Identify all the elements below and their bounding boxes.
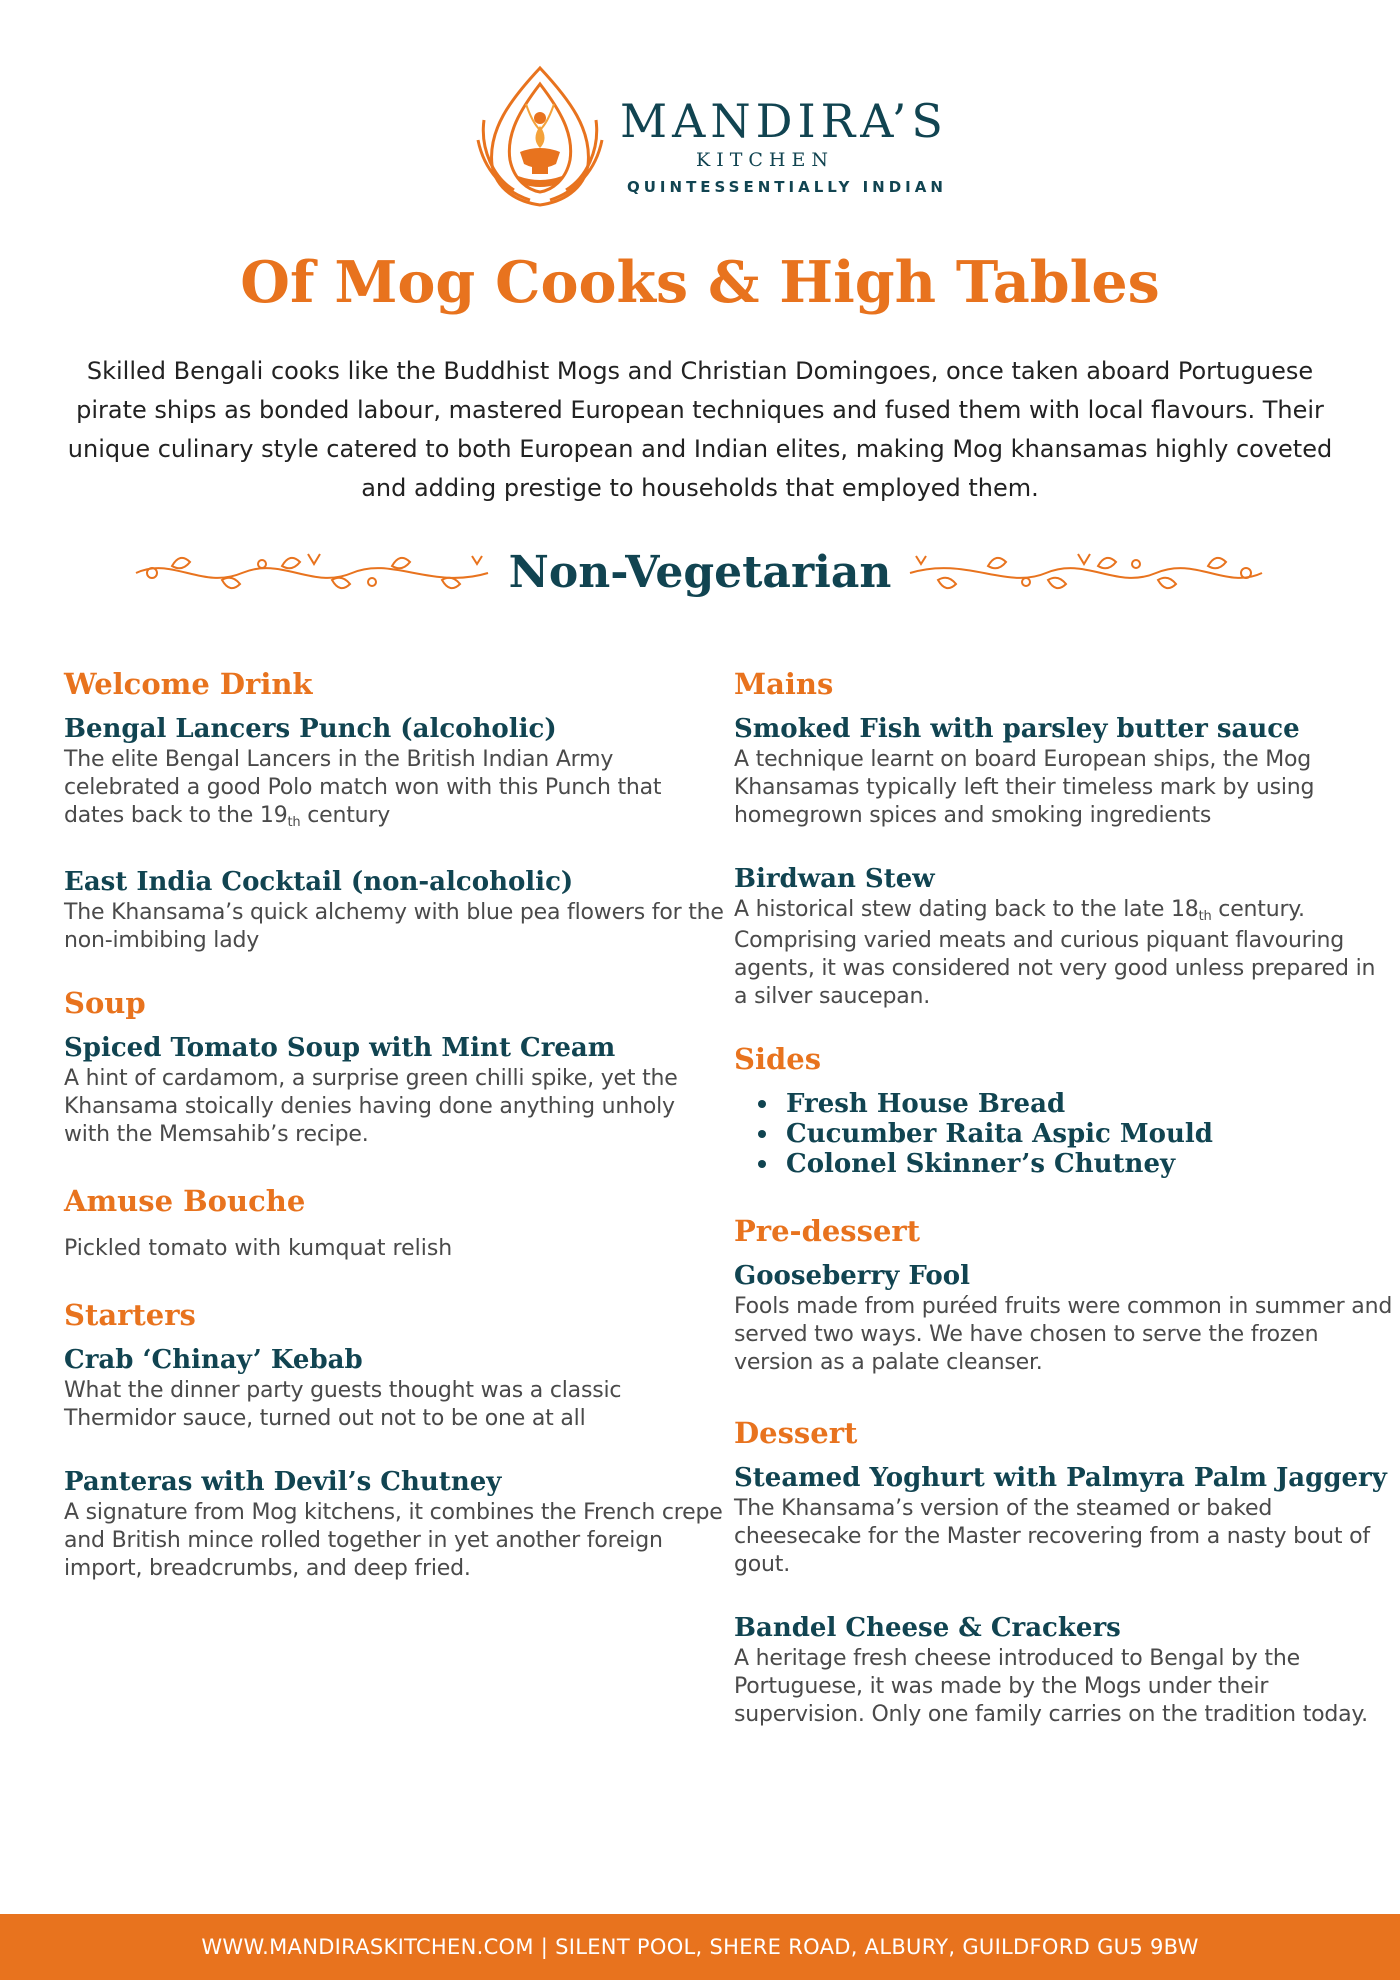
dish-description: Pickled tomato with kumquat relish: [64, 1236, 453, 1261]
dish-description: The Khansama’s version of the steamed or baked cheesecake for the Master recovering from a nasty bout of gout.: [734, 1496, 1370, 1577]
dish-description: A signature from Mog kitchens, it combines the French crepe and British mince rolled together in yet another foreign import, breadcrumbs, and deep fried.: [64, 1500, 723, 1581]
dish-item: [734, 714, 1394, 830]
dish-description-text-end: century. Comprising varied meats and curious piquant flavouring agents, it was considered not very good unless prepared in a silver saucepan.: [734, 897, 1376, 1009]
dish-description: [734, 896, 1394, 1011]
category-welcome-drink: Welcome Drink: [64, 667, 313, 701]
dish-item: [64, 1033, 724, 1149]
dish-item: [734, 1261, 1394, 1377]
brand-name: MANDIRA’S: [620, 94, 948, 148]
side-item-label: Colonel Skinner’s Chutney: [786, 1149, 1176, 1179]
dish-description: A heritage fresh cheese introduced to Bengal by the Portuguese, it was made by the Mogs under their supervision. Only one family carries on the tradition today.: [734, 1646, 1368, 1727]
dish-item: [734, 1463, 1394, 1579]
dish-item: [734, 864, 1394, 1011]
dish-description: A technique learnt on board European ships, the Mog Khansamas typically left their timeless mark by using homegrown spices and smoking ingredients: [734, 747, 1315, 828]
side-item-label: Fresh House Bread: [786, 1089, 1066, 1119]
dish-name: Bandel Cheese & Crackers: [734, 1613, 1121, 1643]
list-item: [754, 1119, 1394, 1149]
dish-description: What the dinner party guests thought was a classic Thermidor sauce, turned out not to be one at all: [64, 1378, 622, 1431]
ordinal-suffix: th: [287, 815, 301, 830]
dish-name: Spiced Tomato Soup with Mint Cream: [64, 1033, 616, 1063]
intro-paragraph: Skilled Bengali cooks like the Buddhist Mogs and Christian Domingoes, once taken aboard Portuguese pirate ships as bonded labour, mastered European techniques and fused them with local flavours. Their unique culinary style catered to both European and Indian elites, making Mog khansamas highly coveted and adding prestige to households that employed them.: [67, 357, 1333, 502]
category-sides: Sides: [734, 1042, 822, 1076]
dish-name: East India Cocktail (non-alcoholic): [64, 867, 574, 897]
dish-item: [64, 1345, 724, 1433]
category-dessert: Dessert: [734, 1416, 858, 1450]
dish-name: Panteras with Devil’s Chutney: [64, 1467, 502, 1497]
dish-description: Fools made from puréed fruits were common in summer and served two ways. We have chosen to serve the frozen version as a palate cleanser.: [734, 1294, 1393, 1375]
dish-item: [734, 1613, 1394, 1729]
menu-column-right: [734, 666, 1394, 1763]
category-mains: Mains: [734, 667, 834, 701]
brand-header: [0, 60, 1400, 210]
menu-column-left: [64, 666, 724, 1617]
dish-item: [64, 714, 724, 833]
dish-name: Birdwan Stew: [734, 864, 935, 894]
brand-tagline: QUINTESSENTIALLY INDIAN: [627, 178, 947, 196]
dish-description: The Khansama’s quick alchemy with blue pea flowers for the non-imbibing lady: [64, 900, 724, 953]
dish-name: Crab ‘Chinay’ Kebab: [64, 1345, 363, 1375]
category-soup: Soup: [64, 986, 146, 1020]
list-item: [754, 1149, 1394, 1179]
dish-description-text: The elite Bengal Lancers in the British Indian Army celebrated a good Polo match won with this Punch that dates back to the 19: [64, 747, 662, 828]
lotus-lamp-logo-icon: [470, 60, 610, 210]
dish-name: Bengal Lancers Punch (alcoholic): [64, 714, 557, 744]
bullet-icon: [758, 1160, 766, 1168]
footer-address-bar: WWW.MANDIRASKITCHEN.COM | SILENT POOL, SHERE ROAD, ALBURY, GUILDFORD GU5 9BW: [0, 1914, 1400, 1980]
bullet-icon: [758, 1130, 766, 1138]
dish-name: Steamed Yoghurt with Palmyra Palm Jaggery: [734, 1463, 1387, 1493]
ordinal-suffix: th: [1198, 909, 1212, 924]
dish-item: [64, 867, 724, 955]
dish-description: [64, 746, 724, 833]
dish-description-text-end: century: [300, 803, 391, 828]
dish-name: Gooseberry Fool: [734, 1261, 970, 1291]
side-item-label: Cucumber Raita Aspic Mould: [786, 1119, 1213, 1149]
dish-item: [64, 1467, 724, 1583]
dish-description-text: A historical stew dating back to the late 18: [734, 897, 1199, 922]
section-heading-non-vegetarian: Non-Vegetarian: [508, 547, 892, 598]
category-amuse-bouche: Amuse Bouche: [64, 1184, 306, 1218]
bullet-icon: [758, 1100, 766, 1108]
floral-ornament-right-icon: [906, 546, 1266, 600]
category-pre-dessert: Pre-dessert: [734, 1214, 921, 1248]
list-item: [754, 1089, 1394, 1119]
dish-name: Smoked Fish with parsley butter sauce: [734, 714, 1300, 744]
brand-subtitle: KITCHEN: [696, 149, 834, 171]
dish-description: A hint of cardamom, a surprise green chilli spike, yet the Khansama stoically denies having done anything unholy with the Memsahib’s recipe.: [64, 1066, 678, 1147]
category-starters: Starters: [64, 1298, 196, 1332]
sides-list: [734, 1089, 1394, 1179]
page-title: Of Mog Cooks & High Tables: [240, 249, 1160, 316]
